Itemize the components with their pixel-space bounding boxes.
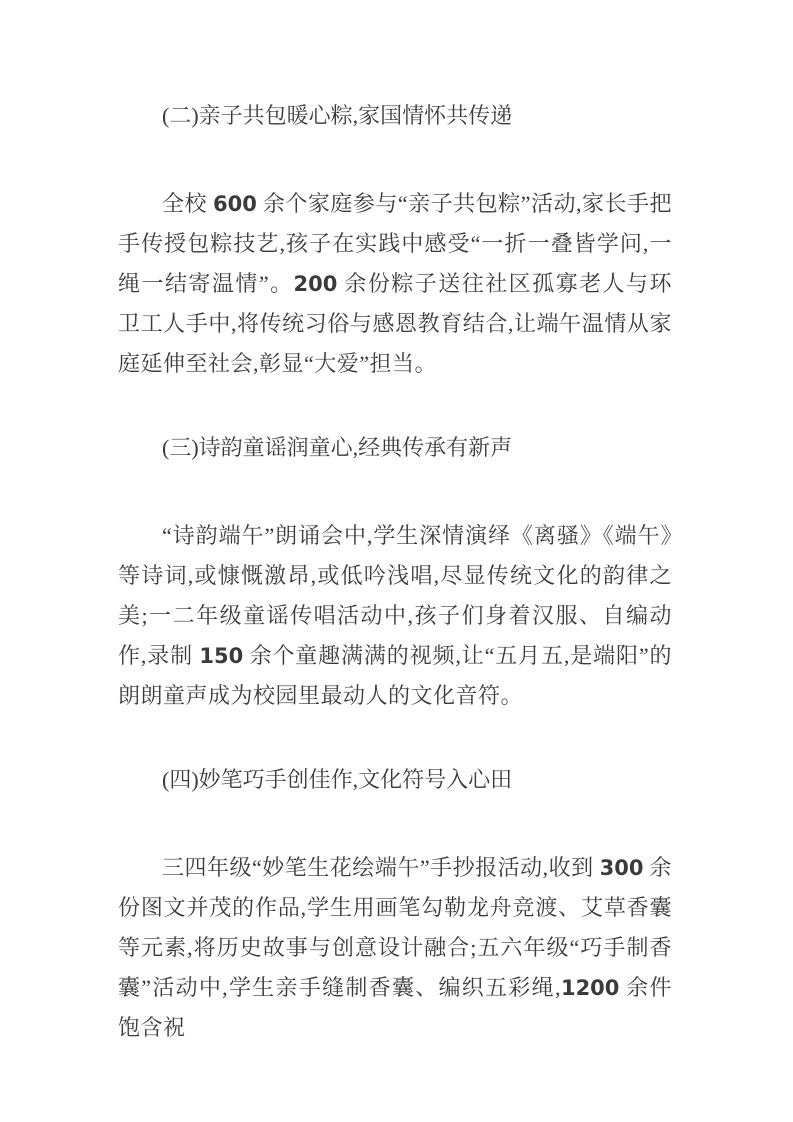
document-content (118, 96, 672, 1048)
section-heading-2: (二)亲子共包暖心粽,家国情怀共传递 (162, 103, 513, 128)
section-paragraph-2: 全校 600 余个家庭参与“亲子共包粽”活动,家长手把手传授包粽技艺,孩子在实践中感受“一折一叠皆学问,一绳一结寄温情”。200 余份粽子送往社区孤寡老人与环卫工人手中,将传统习俗与感恩教育结合,让端午温情从家庭延伸至社会,彰显“大爱”担当。 (118, 191, 672, 376)
section-heading-4: (四)妙笔巧手创佳作,文化符号入心田 (162, 767, 513, 792)
section-paragraph-3: “诗韵端午”朗诵会中,学生深情演绎《离骚》《端午》等诗词,或慷慨激昂,或低吟浅唱,尽显传统文化的韵律之美;一二年级童谣传唱活动中,孩子们身着汉服、自编动作,录制 150 余个童趣满满的视频,让“五月五,是端阳”的朗朗童声成为校园里最动人的文化音符。 (118, 523, 672, 708)
section-paragraph-4: 三四年级“妙笔生花绘端午”手抄报活动,收到 300 余份图文并茂的作品,学生用画笔勾勒龙舟竞渡、艾草香囊等元素,将历史故事与创意设计融合;五六年级“巧手制香囊”活动中,学生亲手缝制香囊、编织五彩绳,1200 余件饱含祝 (118, 855, 672, 1040)
section-heading-3: (三)诗韵童谣润童心,经典传承有新声 (162, 435, 513, 460)
